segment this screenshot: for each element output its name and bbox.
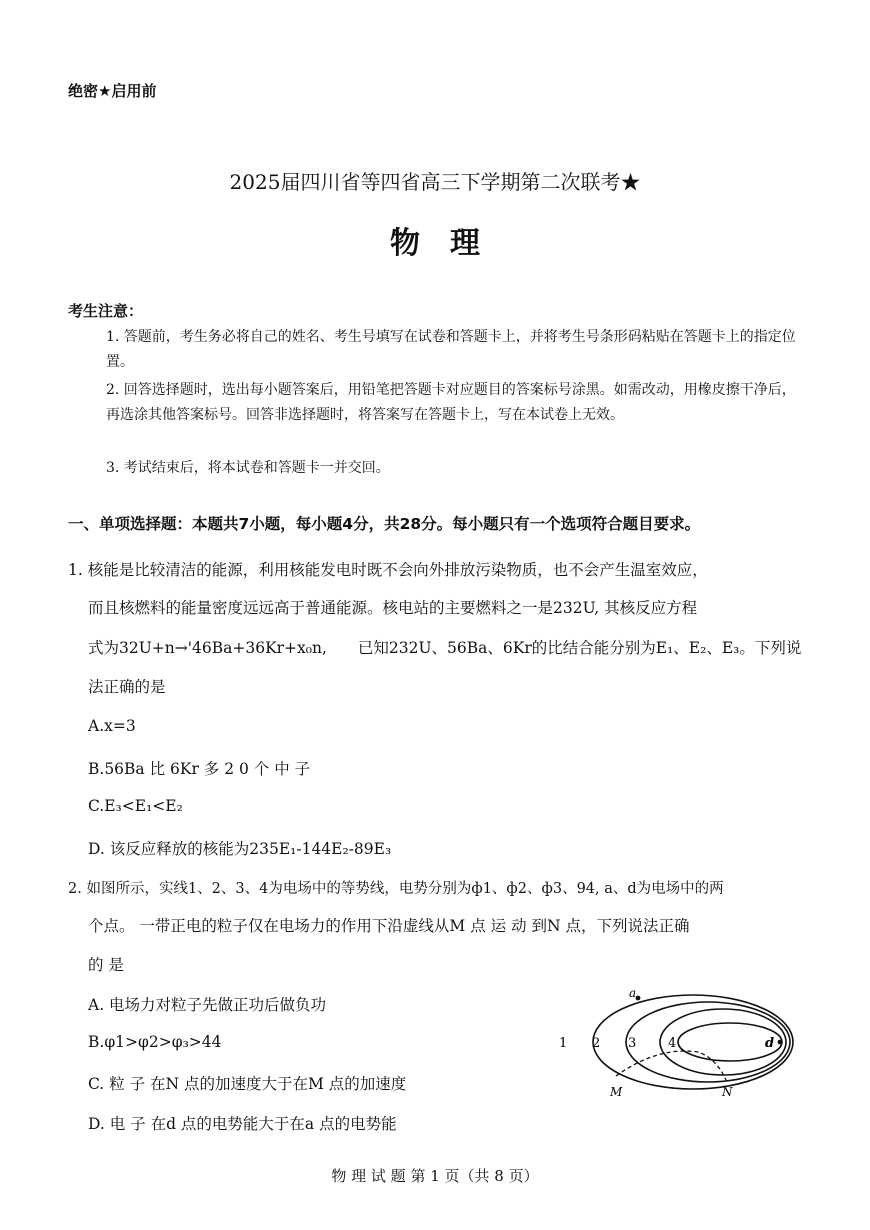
equipotential-line-1 <box>593 995 793 1089</box>
q1-line-1: 1. 核能是比较清洁的能源，利用核能发电时既不会向外排放污染物质，也不会产生温室效应， <box>68 561 708 579</box>
label-3: 3 <box>628 1036 637 1051</box>
notice-heading: 考生注意： <box>68 302 144 320</box>
q1-option-b: B.56Ba 比 6Kr 多 2 0 个 中 子 <box>88 760 311 778</box>
point-a-dot <box>636 996 641 1001</box>
label-a: a <box>629 986 637 1000</box>
exam-title: 2025届四川省等四省高三下学期第二次联考★ <box>229 170 641 194</box>
q1-line-2: 而且核燃料的能量密度远远高于普通能源。核电站的主要燃料之一是232U, 其核反应方程 <box>88 599 698 617</box>
q2-option-d: D. 电 子 在d 点的电势能大于在a 点的电势能 <box>88 1115 397 1133</box>
label-n: N <box>722 1085 733 1099</box>
page-footer: 物 理 试 题 第 1 页（共 8 页） <box>331 1167 539 1185</box>
q1-option-d: D. 该反应释放的核能为235E₁-144E₂-89E₃ <box>88 840 392 858</box>
label-m: M <box>610 1085 623 1099</box>
point-d-dot <box>778 1040 783 1045</box>
q2-line-1: 2. 如图所示，实线1、2、3、4为电场中的等势线，电势分别为ф1、ф2、ф3、94, a、d为电场中的两 <box>68 881 724 897</box>
label-d: d <box>765 1036 775 1051</box>
notice-item-1: 1. 答题前，考生务必将自己的姓名、考生号填写在试卷和答题卡上，并将考生号条形码粘贴在答题卡上的指定位置。 <box>106 329 796 370</box>
label-4: 4 <box>668 1036 677 1051</box>
q2-option-a: A. 电场力对粒子先做正功后做负功 <box>88 996 327 1014</box>
notice-item-2: 2. 回答选择题时，选出每小题答案后，用铅笔把答题卡对应题目的答案标号涂黑。如需改动，用橡皮擦干净后，再选涂其他答案标号。回答非选择题时，将答案写在答题卡上，写在本试卷上无效。 <box>106 382 796 423</box>
label-2: 2 <box>592 1036 601 1051</box>
label-1: 1 <box>559 1036 568 1051</box>
confidential-label: 绝密★启用前 <box>68 82 157 100</box>
q2-option-c: C. 粒 子 在N 点的加速度大于在M 点的加速度 <box>88 1075 407 1093</box>
q1-line-3: 式为32U+n→'46Ba+36Kr+x₀n, 已知232U、56Ba、6Kr的比结合能分别为E₁、E₂、E₃。下列说 <box>88 639 802 657</box>
q1-option-a: A.x=3 <box>88 717 136 735</box>
notice-item-3: 3. 考试结束后，将本试卷和答题卡一并交回。 <box>106 460 390 476</box>
subject-title: 物理 <box>390 226 510 261</box>
q1-option-c: C.E₃<E₁<E₂ <box>88 797 183 815</box>
section-heading: 一、单项选择题：本题共7小题，每小题4分，共28分。每小题只有一个选项符合题目要求。 <box>68 515 701 533</box>
equipotential-figure <box>548 980 798 1100</box>
q1-line-4: 法正确的是 <box>88 678 166 696</box>
particle-trajectory <box>616 1051 726 1080</box>
q2-line-3: 的 是 <box>88 956 124 974</box>
q2-option-b: B.φ1>φ2>φ₃>44 <box>88 1033 222 1051</box>
q2-line-2: 个点。 一带正电的粒子仅在电场力的作用下沿虚线从M 点 运 动 到N 点，下列说法正确 <box>88 917 690 935</box>
